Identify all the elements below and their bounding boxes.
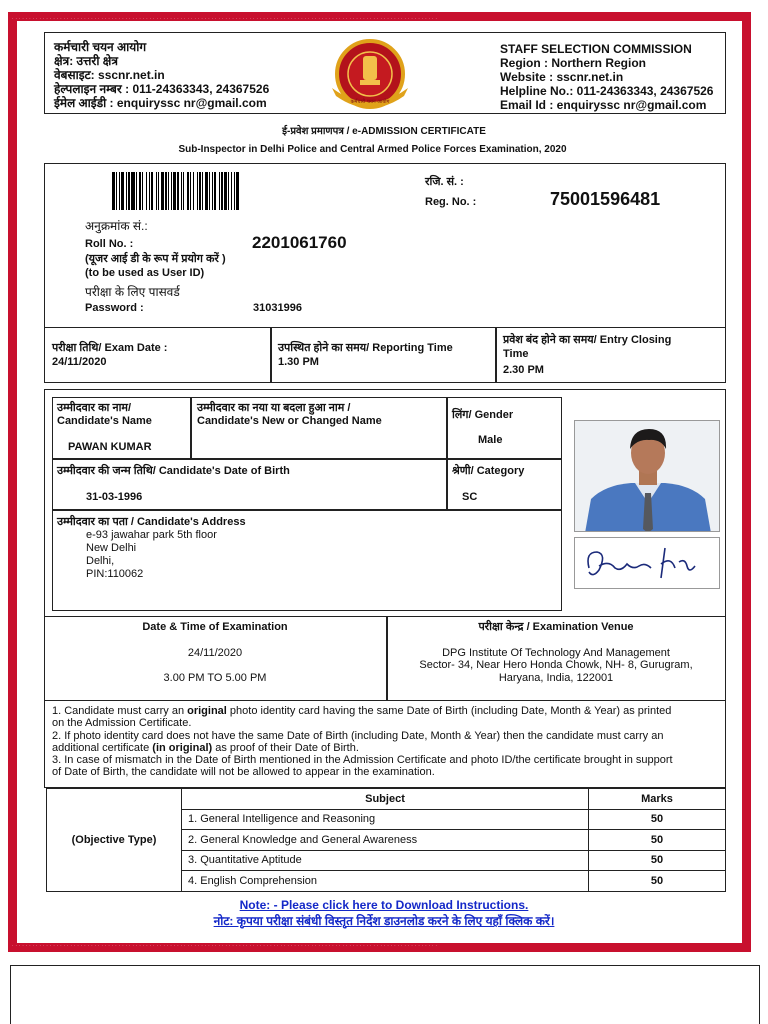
gender-value: Male (478, 434, 503, 446)
venue-label: परीक्षा केन्द्र / Examination Venue (478, 621, 634, 633)
venue-line: Sector- 34, Near Hero Honda Chowk, NH- 8, Gurugram, (419, 659, 693, 671)
userid-hint: (to be used as User ID) (85, 267, 205, 279)
reg-label-hindi: रजि. सं. : (425, 176, 464, 188)
exam-date: 24/11/2020 (187, 647, 243, 659)
barcode-bar (236, 172, 239, 210)
emblem-ribbon-text: कर्मचारी चयन आयोग (350, 99, 390, 105)
subject-name: 2. General Knowledge and General Awareness (182, 830, 589, 851)
candidate-portrait-icon (575, 421, 720, 532)
exam-name: Sub-Inspector in Delhi Police and Central Armed Police Forces Examination, 2020 (178, 144, 567, 155)
header-english-line: Region : Northern Region (500, 56, 646, 70)
instruction-text: 1. Candidate must carry an (52, 705, 188, 717)
next-page-box (10, 965, 760, 1024)
ssc-emblem-icon (330, 36, 410, 112)
entry-closing-label: प्रवेश बंद होने का समय/ Entry Closing (503, 334, 672, 346)
signature-scribble-icon (575, 538, 721, 590)
category-value: SC (462, 491, 478, 503)
schedule-divider (270, 327, 272, 383)
instruction-3-cont: of Date of Birth, the candidate will not be allowed to appear in the examination. (52, 766, 435, 779)
exam-datetime-label: Date & Time of Examination (142, 621, 288, 633)
address-label: उम्मीदवार का पता / Candidate's Address (57, 516, 246, 528)
schedule-divider (495, 327, 497, 383)
subject-header: Subject (182, 789, 589, 810)
marks-header: Marks (589, 789, 726, 810)
candidate-signature (574, 537, 720, 589)
row-divider (52, 509, 562, 511)
download-instructions-link-hindi[interactable]: नोट: कृपया परीक्षा संबंधी विस्तृत निर्देश डाउनलोड करने के लिए यहाँ क्लिक करें। (213, 914, 555, 928)
subject-marks: 50 (589, 871, 726, 892)
header-hindi-line: क्षेत्र: उत्तरी क्षेत्र (54, 54, 119, 68)
dob-value: 31-03-1996 (86, 491, 143, 503)
col-divider (446, 397, 448, 509)
password-label: Password : (85, 302, 144, 314)
barcode (112, 172, 354, 210)
header-hindi-line: ईमेल आईडी : enquiryssc nr@gmail.com (54, 96, 267, 110)
venue-line: DPG Institute Of Technology And Management (442, 647, 670, 659)
instructions (52, 705, 724, 779)
col-divider (190, 397, 192, 458)
roll-number: 2201061760 (252, 233, 347, 252)
reporting-time-value: 1.30 PM (278, 356, 319, 368)
download-instructions-link[interactable]: Note: - Please click here to Download Instructions. (239, 898, 529, 912)
instruction-emphasis: original (187, 705, 227, 717)
address-line: Delhi, (86, 555, 115, 567)
header-english-line: Email Id : enquiryssc nr@gmail.com (500, 98, 707, 112)
instruction-emphasis: (in original) (152, 741, 213, 754)
password-label-hindi: परीक्षा के लिए पासवर्ड (85, 285, 180, 299)
header-hindi (54, 40, 269, 110)
row-divider (52, 458, 562, 460)
dob-label: उम्मीदवार की जन्म तिथि/ Candidate's Date of Birth (57, 465, 290, 477)
subject-name: 4. English Comprehension (182, 871, 589, 892)
reporting-time-label: उपस्थित होने का समय/ Reporting Time (278, 342, 453, 354)
instruction-3: 3. In case of mismatch in the Date of Birth mentioned in the Admission Certificate and photo ID/the certificate brought in support (52, 754, 673, 767)
header-hindi-line: वेबसाइट: sscnr.net.in (54, 68, 165, 82)
header-hindi-line: हेल्पलाइन नम्बर : 011-24363343, 24367526 (54, 82, 270, 96)
roll-label: Roll No. : (85, 238, 134, 250)
address-line: New Delhi (86, 542, 137, 554)
candidate-name-label-hindi: उम्मीदवार का नाम/ (57, 402, 132, 414)
header-hindi-line: कर्मचारी चयन आयोग (54, 40, 147, 54)
footer-notes (0, 897, 768, 929)
instruction-1-cont: on the Admission Certificate. (52, 717, 192, 730)
subject-marks: 50 (589, 830, 726, 851)
gender-label: लिंग/ Gender (452, 409, 514, 421)
certificate-title: ई-प्रवेश प्रमाणपत्र / e-ADMISSION CERTIFICATE (282, 126, 486, 137)
subject-name: 3. Quantitative Aptitude (182, 850, 589, 871)
header-english (500, 42, 713, 112)
new-name-label-hindi: उम्मीदवार का नया या बदला हुआ नाम / (197, 402, 351, 414)
candidate-name-label: Candidate's Name (57, 415, 152, 427)
instruction-2: 2. If photo identity card does not have the same Date of Birth (including Date, Month & Year) then the candidate must carry an (52, 729, 664, 742)
objective-type-label: (Objective Type) (47, 789, 182, 892)
instruction-text: additional certificate (52, 741, 153, 754)
candidate-name: PAWAN KUMAR (68, 441, 152, 453)
instruction-1 (52, 705, 724, 717)
subject-marks: 50 (589, 809, 726, 830)
microtext-bottom: · · · · · · · · · · · · · · · · · · · · · · · · · · · · · · · · · · · · · · · · · · · · · · · · · · · · · · · · · · · · · · · · · · · · · · · · · · · · · · · · · · · · · · · · · · · · · · · · · · · · · · · · · · · · · · · · · · · · · · · · · · · · (12, 943, 438, 948)
header-english-line: STAFF SELECTION COMMISSION (500, 42, 692, 56)
instruction-text: photo identity card having the same Date of Birth (including Date, Month & Year) as printed (226, 705, 672, 717)
roll-label-hindi: अनुक्रमांक सं.: (85, 219, 148, 233)
subject-marks: 50 (589, 850, 726, 871)
subject-name: 1. General Intelligence and Reasoning (182, 809, 589, 830)
signature-text: Pawan Kr (575, 538, 580, 539)
password-value: 31031996 (253, 302, 302, 314)
reg-number: 75001596481 (550, 189, 661, 209)
table-header-row (47, 789, 726, 810)
exam-date-value: 24/11/2020 (52, 356, 107, 368)
entry-closing-value: 2.30 PM (503, 364, 544, 376)
subjects-table (46, 788, 726, 892)
instruction-2-cont (52, 742, 724, 754)
exam-date-label: परीक्षा तिथि/ Exam Date : (52, 342, 168, 354)
microtext-top: · · · · · · · · · · · · · · · · · · · · · · · · · · · · · · · · · · · · · · · · · · · · · · · · · · · · · · · · · · · · · · · · · · · · · · · · · · · · · · · · · · · · · · · · · · · · · · · · · · · · · · · · · · · · · · · · · · · · · · · · · · · · (12, 16, 438, 21)
new-name-label: Candidate's New or Changed Name (197, 415, 382, 427)
header-english-line: Helpline No.: 011-24363343, 24367526 (500, 84, 714, 98)
entry-closing-label: Time (503, 348, 529, 360)
exam-time: 3.00 PM TO 5.00 PM (163, 672, 267, 684)
userid-hint-hindi: (यूजर आई डी के रूप में प्रयोग करें ) (85, 253, 226, 265)
reg-label: Reg. No. : (425, 196, 477, 208)
candidate-photo (574, 420, 720, 532)
address-line: PIN:110062 (86, 568, 144, 580)
category-label: श्रेणी/ Category (452, 465, 525, 477)
address-line: e-93 jawahar park 5th floor (86, 529, 217, 541)
header-english-line: Website : sscnr.net.in (500, 70, 624, 84)
venue-line: Haryana, India, 122001 (498, 672, 614, 684)
instruction-text: as proof of their Date of Birth. (212, 741, 359, 754)
